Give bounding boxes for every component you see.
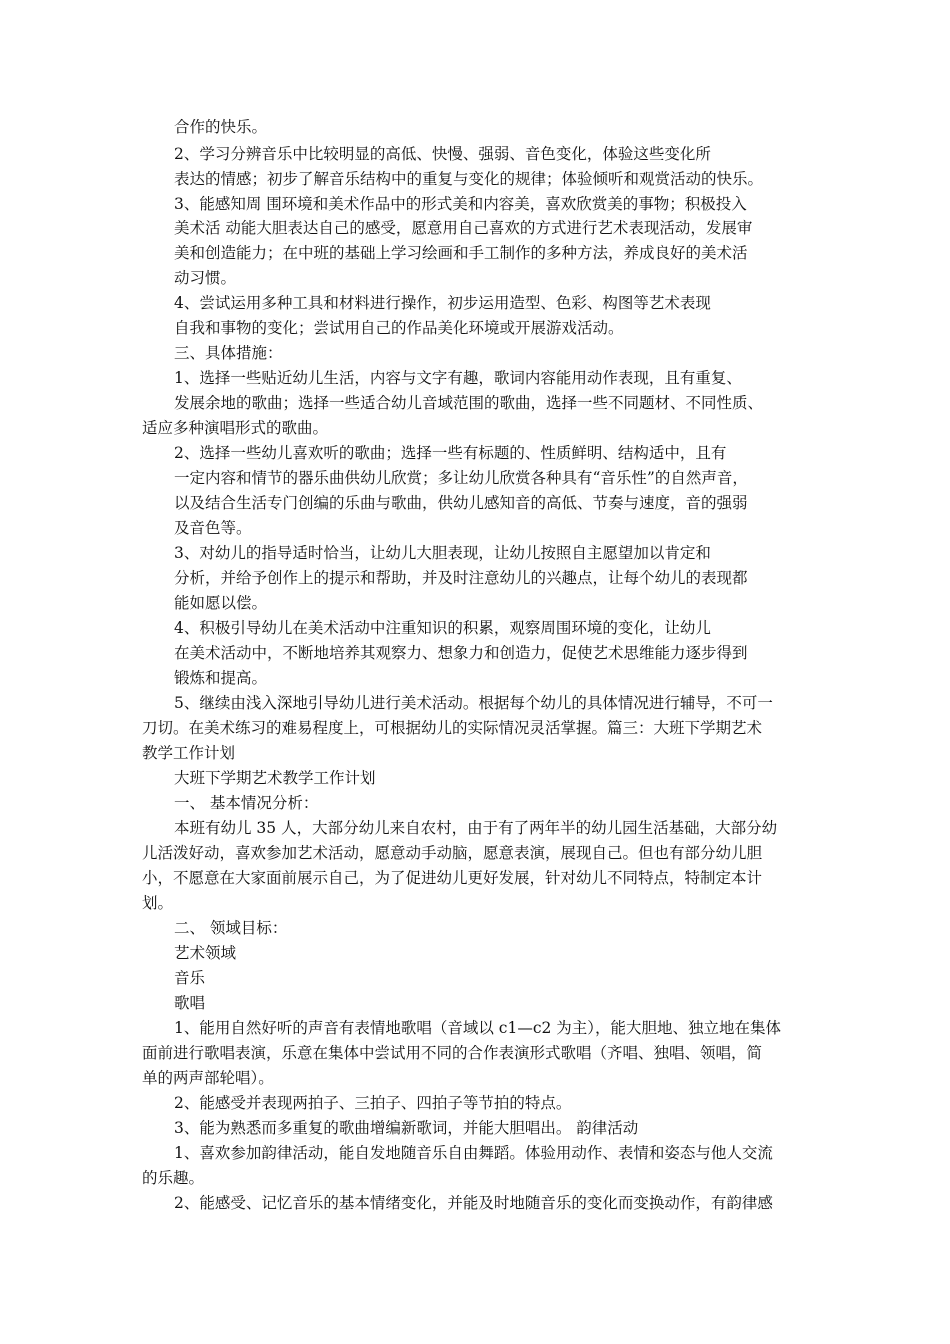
text-line: 2、选择一些幼儿喜欢听的歌曲；选择一些有标题的、性质鲜明、结构适中，且有: [174, 444, 727, 462]
section-heading: 一、 基本情况分析：: [174, 794, 319, 812]
text-line: 的乐趣。: [142, 1169, 205, 1187]
text-line: 表达的情感；初步了解音乐结构中的重复与变化的规律；体验倾听和观赏活动的快乐。: [174, 170, 764, 188]
text-line: 能如愿以偿。: [174, 594, 268, 612]
text-line: 分析，并给予创作上的提示和帮助，并及时注意幼儿的兴趣点，让每个幼儿的表现都: [174, 569, 748, 587]
text-line: 合作的快乐。: [174, 118, 268, 136]
text-line: 自我和事物的变化；尝试用自己的作品美化环境或开展游戏活动。: [174, 319, 624, 337]
text-line: 3、能感知周 围环境和美术作品中的形式美和内容美，喜欢欣赏美的事物；积极投入: [174, 195, 747, 213]
text-line: 1、选择一些贴近幼儿生活，内容与文字有趣，歌词内容能用动作表现，且有重复、: [174, 369, 742, 387]
section-heading: 三、具体措施：: [174, 344, 283, 362]
text-line: 面前进行歌唱表演，乐意在集体中尝试用不同的合作表演形式歌唱（齐唱、独唱、领唱，简: [142, 1044, 763, 1062]
subheading: 音乐: [174, 969, 206, 987]
text-line: 动习惯。: [174, 269, 237, 287]
text-line: 1、喜欢参加韵律活动，能自发地随音乐自由舞蹈。体验用动作、表情和姿态与他人交流: [174, 1144, 773, 1162]
text-line: 一定内容和情节的器乐曲供幼儿欣赏；多让幼儿欣赏各种具有“音乐性”的自然声音，: [174, 469, 748, 487]
text-line: 儿活泼好动，喜欢参加艺术活动，愿意动手动脑，愿意表演，展现自己。但也有部分幼儿胆: [142, 844, 763, 862]
text-line: 在美术活动中，不断地培养其观察力、想象力和创造力，促使艺术思维能力逐步得到: [174, 644, 748, 662]
text-line: 2、能感受并表现两拍子、三拍子、四拍子等节拍的特点。: [174, 1094, 572, 1112]
section-heading: 二、 领域目标：: [174, 919, 288, 937]
text-line: 1、能用自然好听的声音有表情地歌唱（音域以 c1—c2 为主），能大胆地、独立地在集体: [174, 1019, 782, 1037]
text-line: 2、能感受、记忆音乐的基本情绪变化，并能及时地随音乐的变化而变换动作，有韵律感: [174, 1194, 773, 1212]
subheading: 艺术领域: [174, 944, 237, 962]
text-line: 2、学习分辨音乐中比较明显的高低、快慢、强弱、音色变化，体验这些变化所: [174, 145, 711, 163]
document-title: 大班下学期艺术教学工作计划: [174, 769, 376, 787]
text-line: 适应多种演唱形式的歌曲。: [142, 419, 329, 437]
text-line: 单的两声部轮唱）。: [142, 1069, 274, 1087]
text-line: 本班有幼儿 35 人，大部分幼儿来自农村，由于有了两年半的幼儿园生活基础，大部分幼: [174, 819, 778, 837]
text-line: 3、能为熟悉而多重复的歌曲增编新歌词，并能大胆唱出。 韵律活动: [174, 1119, 639, 1137]
text-line: 刀切。在美术练习的难易程度上，可根据幼儿的实际情况灵活掌握。篇三：大班下学期艺术: [142, 719, 763, 737]
text-line: 3、对幼儿的指导适时恰当，让幼儿大胆表现，让幼儿按照自主愿望加以肯定和: [174, 544, 711, 562]
text-line: 锻炼和提高。: [174, 669, 268, 687]
text-line: 划。: [142, 894, 174, 912]
text-line: 小，不愿意在大家面前展示自己，为了促进幼儿更好发展，针对幼儿不同特点，特制定本计: [142, 869, 763, 887]
text-line: 美和创造能力；在中班的基础上学习绘画和手工制作的多种方法，养成良好的美术活: [174, 244, 748, 262]
text-line: 以及结合生活专门创编的乐曲与歌曲，供幼儿感知音的高低、节奏与速度，音的强弱: [174, 494, 748, 512]
text-line: 4、尝试运用多种工具和材料进行操作，初步运用造型、色彩、构图等艺术表现: [174, 294, 711, 312]
text-line: 发展余地的歌曲；选择一些适合幼儿音域范围的歌曲，选择一些不同题材、不同性质、: [174, 394, 764, 412]
text-line: 4、积极引导幼儿在美术活动中注重知识的积累，观察周围环境的变化，让幼儿: [174, 619, 711, 637]
subheading: 歌唱: [174, 994, 206, 1012]
text-line: 5、继续由浅入深地引导幼儿进行美术活动。根据每个幼儿的具体情况进行辅导，不可一: [174, 694, 773, 712]
text-line: 美术活 动能大胆表达自己的感受，愿意用自己喜欢的方式进行艺术表现活动，发展审: [174, 219, 753, 237]
text-line: 及音色等。: [174, 519, 252, 537]
text-line: 教学工作计划: [142, 744, 236, 762]
